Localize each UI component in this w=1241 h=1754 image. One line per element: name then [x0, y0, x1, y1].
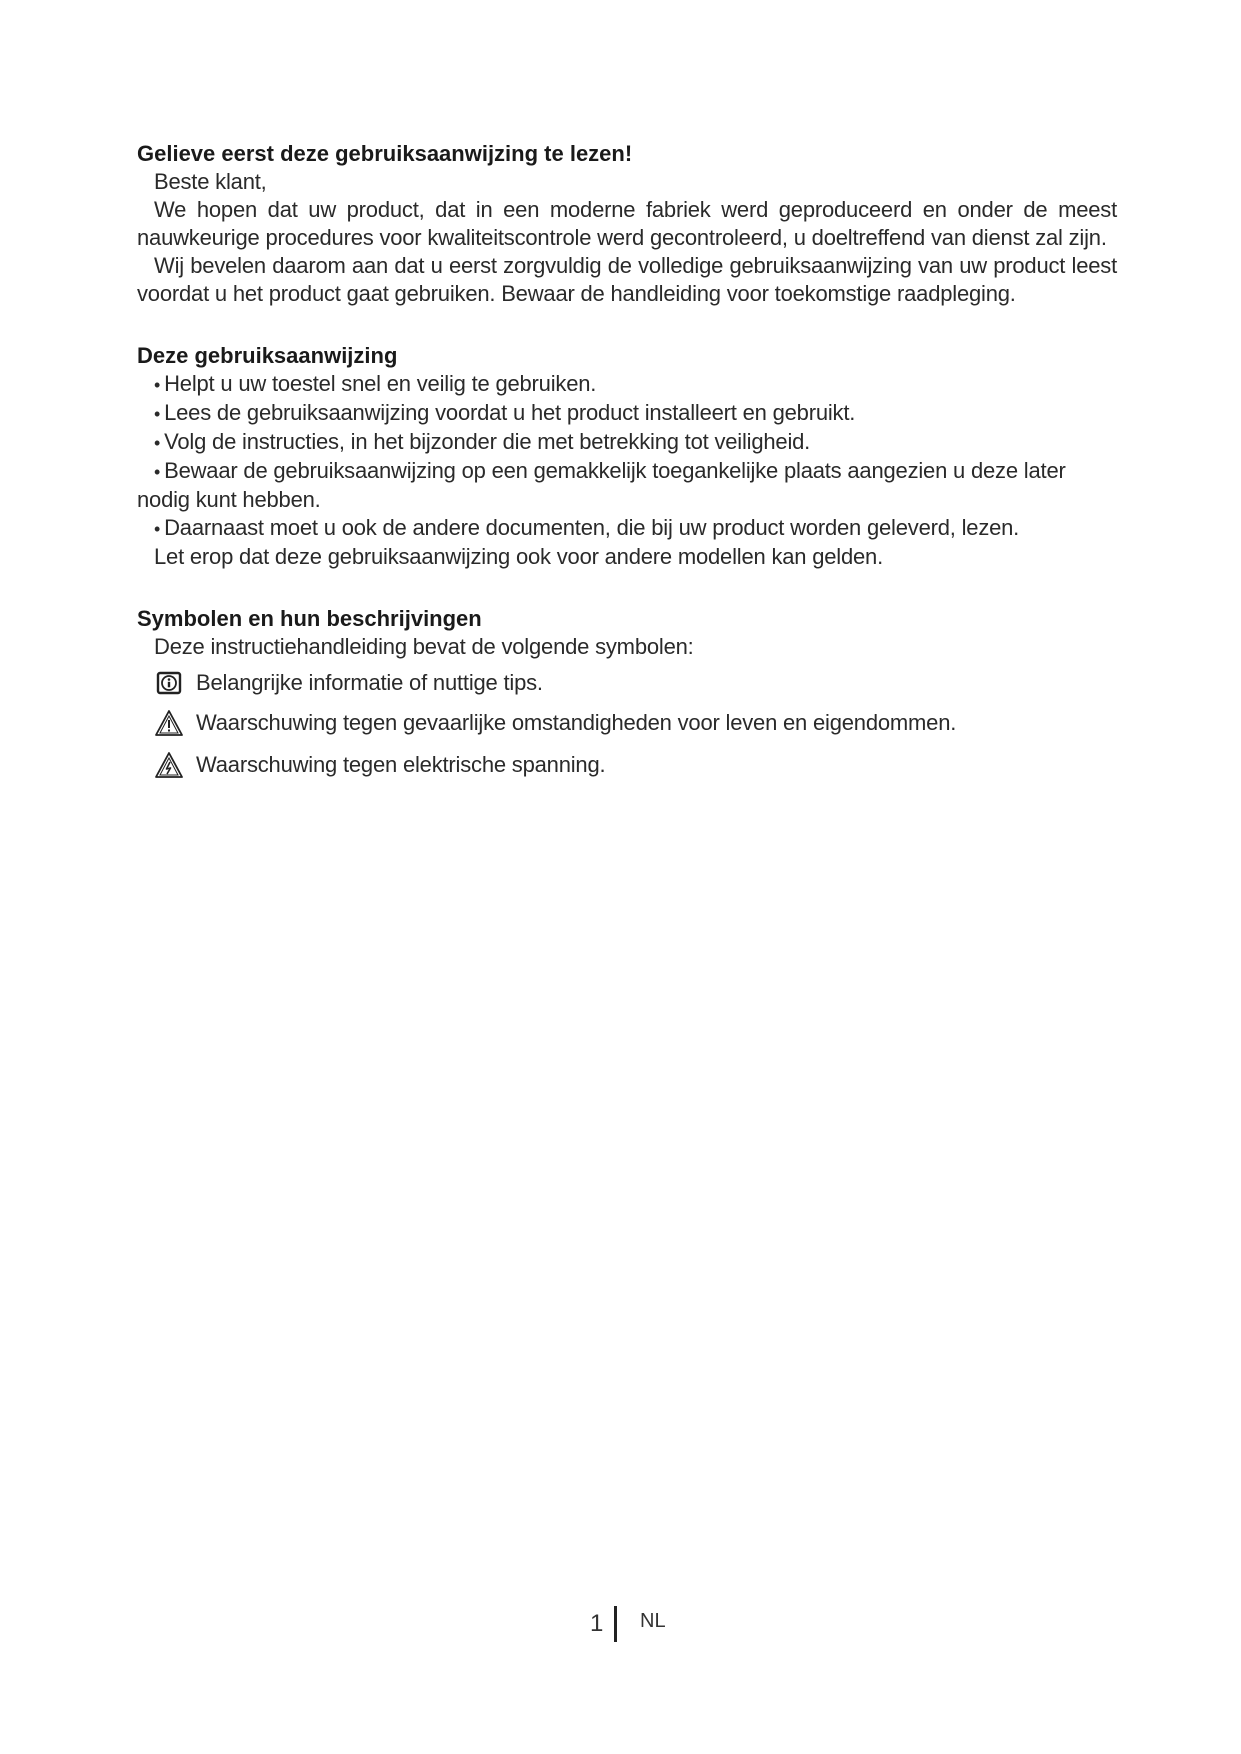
bullet-icon: •	[154, 462, 161, 482]
page-number: 1	[590, 1610, 604, 1637]
manual-note: Let erop dat deze gebruiksaanwijzing ook voor andere modellen kan gelden.	[154, 544, 884, 569]
bullet-item: • Volg de instructies, in het bijzonder die met betrekking tot veiligheid.	[154, 429, 811, 454]
manual-section	[137, 342, 1117, 571]
warning-triangle-icon	[154, 708, 184, 738]
footer-divider	[614, 1606, 617, 1642]
language-code: NL	[640, 1610, 666, 1632]
bullet-item: • Bewaar de gebruiksaanwijzing op een gemakkelijk toegankelijke plaats aangezien u deze later nodig kunt hebben.	[137, 458, 1066, 512]
bullet-icon: •	[154, 404, 161, 424]
manual-heading: Deze gebruiksaanwijzing	[137, 343, 398, 368]
symbols-intro: Deze instructiehandleiding bevat de volgende symbolen:	[154, 634, 694, 659]
intro-section	[137, 140, 1117, 308]
intro-heading: Gelieve eerst deze gebruiksaanwijzing te lezen!	[137, 141, 633, 166]
bullet-icon: •	[154, 375, 161, 395]
greeting: Beste klant,	[154, 169, 267, 194]
symbols-section	[137, 605, 1117, 783]
symbol-description: Waarschuwing tegen gevaarlijke omstandigheden voor leven en eigendommen.	[196, 710, 957, 735]
document-page	[137, 140, 1117, 783]
bullet-item: • Daarnaast moet u ook de andere documenten, die bij uw product worden geleverd, lezen.	[154, 515, 1020, 540]
symbol-description: Belangrijke informatie of nuttige tips.	[196, 670, 543, 695]
page-footer	[0, 1606, 1241, 1646]
symbols-heading: Symbolen en hun beschrijvingen	[137, 606, 482, 631]
intro-paragraph-2: Wij bevelen daarom aan dat u eerst zorgvuldig de volledige gebruiksaanwijzing van uw product leest voordat u het product gaat gebruiken. Bewaar de handleiding voor toekomstige raadpleging.	[137, 253, 1117, 306]
info-icon	[154, 668, 184, 698]
intro-paragraph-1: We hopen dat uw product, dat in een moderne fabriek werd geproduceerd en onder de meest nauwkeurige procedures voor kwaliteitscontrole werd gecontroleerd, u doeltreffend van dienst zal zijn.	[137, 197, 1117, 250]
symbol-row-warning	[154, 705, 1117, 741]
symbol-row-electric	[154, 747, 1117, 783]
bullet-icon: •	[154, 433, 161, 453]
electric-warning-icon	[154, 750, 184, 780]
symbol-row-info	[154, 665, 1117, 701]
symbol-description: Waarschuwing tegen elektrische spanning.	[196, 752, 606, 777]
manual-bullet-list	[137, 370, 1117, 543]
bullet-item: • Helpt u uw toestel snel en veilig te gebruiken.	[154, 371, 597, 396]
bullet-item: • Lees de gebruiksaanwijzing voordat u het product installeert en gebruikt.	[154, 400, 856, 425]
bullet-icon: •	[154, 519, 161, 539]
